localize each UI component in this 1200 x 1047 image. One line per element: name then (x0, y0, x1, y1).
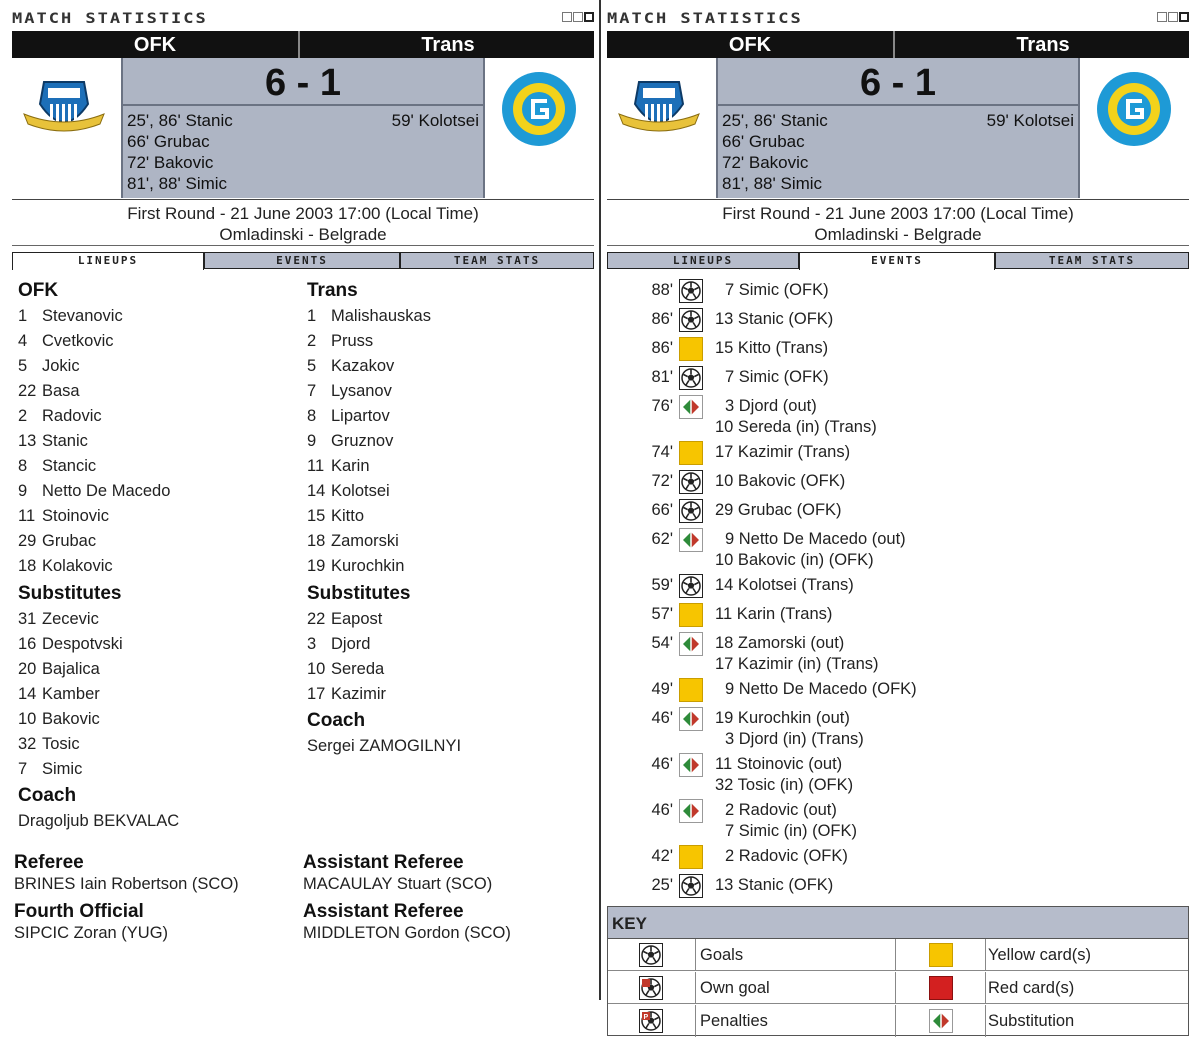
event-description: 3 Djord (out) (725, 397, 817, 415)
player-name: Stoinovic (42, 507, 109, 525)
svg-text:P: P (643, 1014, 649, 1021)
event-minute: 74' (651, 443, 673, 461)
player-row (18, 707, 123, 732)
away-subs-list (307, 607, 386, 707)
away-scorers (987, 110, 1074, 131)
player-name: Zamorski (331, 532, 399, 550)
home-scorer: 25', 86' Stanic (722, 111, 828, 130)
player-row (18, 657, 123, 682)
player-number: 9 (18, 482, 28, 500)
event-description: 13 Stanic (OFK) (715, 876, 834, 894)
tab-lineups[interactable]: LINEUPS (12, 252, 204, 270)
event-minute: 86' (651, 310, 673, 328)
minimize-button[interactable] (562, 12, 572, 22)
event-row (603, 752, 1023, 798)
home-coach-heading: Coach (18, 785, 77, 806)
key-penalties-label: Penalties (700, 1012, 768, 1030)
player-row (18, 757, 123, 782)
away-subs-heading: Substitutes (307, 583, 411, 604)
event-description-secondary: 10 Sereda (in) (Trans) (715, 418, 877, 436)
player-number: 31 (18, 610, 37, 628)
divider (607, 199, 1189, 200)
event-row (603, 336, 1023, 365)
player-number: 16 (18, 635, 37, 653)
event-minute: 49' (651, 680, 673, 698)
event-minute: 81' (651, 368, 673, 386)
player-row (307, 329, 431, 354)
player-number: 14 (307, 482, 326, 500)
player-name: Simic (42, 760, 83, 778)
event-row (603, 278, 1023, 307)
tab-events[interactable]: EVENTS (204, 252, 400, 269)
match-info (12, 203, 594, 245)
home-scorers (127, 110, 233, 194)
player-name: Tosic (42, 735, 80, 753)
player-name: Kolotsei (331, 482, 390, 500)
player-row (307, 379, 431, 404)
title-bar (607, 10, 1191, 30)
event-description: 14 Kolotsei (Trans) (715, 576, 854, 594)
player-row (307, 454, 431, 479)
home-scorer: 66' Grubac (127, 132, 210, 151)
home-scorer: 72' Bakovic (722, 153, 809, 172)
goal-icon (679, 874, 703, 898)
home-subs-heading: Substitutes (18, 583, 122, 604)
own-goal-icon (639, 976, 663, 1000)
match-info (607, 203, 1189, 245)
goal-icon (639, 943, 663, 967)
player-row (307, 529, 431, 554)
away-starters-list (307, 304, 431, 579)
fourth-official-label: Fourth Official (14, 901, 144, 922)
player-name: Despotvski (42, 635, 123, 653)
player-name: Stanic (42, 432, 88, 450)
event-row (603, 573, 1023, 602)
penalty-icon (639, 1009, 663, 1033)
player-number: 22 (18, 382, 37, 400)
player-number: 10 (18, 710, 37, 728)
event-minute: 25' (651, 876, 673, 894)
home-team-crest (22, 74, 106, 144)
event-minute: 66' (651, 501, 673, 519)
player-row (18, 554, 170, 579)
event-minute: 54' (651, 634, 673, 652)
substitution-icon (679, 528, 703, 552)
key-row (608, 972, 1188, 1004)
player-name: Lysanov (331, 382, 392, 400)
event-description: 11 Stoinovic (out) (715, 755, 843, 773)
event-row (603, 873, 1023, 902)
player-name: Pruss (331, 332, 374, 350)
event-minute: 57' (651, 605, 673, 623)
player-row (307, 607, 386, 632)
substitution-icon (679, 799, 703, 823)
player-name: Malishauskas (331, 307, 431, 325)
player-number: 7 (18, 760, 28, 778)
away-lineup-heading: Trans (307, 280, 358, 301)
event-row (603, 677, 1023, 706)
tab-bar (12, 252, 594, 269)
player-row (307, 354, 431, 379)
event-description-secondary: 17 Kazimir (in) (Trans) (715, 655, 879, 673)
player-name: Netto De Macedo (42, 482, 171, 500)
goal-icon (679, 470, 703, 494)
event-minute: 88' (651, 281, 673, 299)
match-round-date: First Round - 21 June 2003 17:00 (Local Time) (127, 204, 479, 223)
yellow-card-icon (679, 845, 703, 869)
red-card-icon (929, 976, 953, 1000)
player-name: Kurochkin (331, 557, 405, 575)
player-number: 2 (307, 332, 317, 350)
player-name: Kazimir (331, 685, 387, 703)
away-team-name: Trans (1016, 34, 1070, 56)
key-legend (607, 906, 1189, 1036)
event-row (603, 469, 1023, 498)
player-row (18, 354, 170, 379)
player-number: 10 (307, 660, 326, 678)
player-row (18, 732, 123, 757)
player-number: 3 (307, 635, 317, 653)
score-box (121, 58, 485, 198)
event-minute: 59' (651, 576, 673, 594)
away-coach-heading: Coach (307, 710, 366, 731)
home-scorer: 72' Bakovic (127, 153, 214, 172)
tab-lineups[interactable]: LINEUPS (607, 252, 799, 269)
yellow-card-icon (679, 337, 703, 361)
key-own-goal-label: Own goal (700, 979, 770, 997)
event-description: 2 Radovic (out) (725, 801, 837, 819)
home-lineup-heading: OFK (18, 280, 59, 301)
match-statistics-panel-events (603, 0, 1193, 1047)
player-name: Bajalica (42, 660, 100, 678)
player-number: 13 (18, 432, 37, 450)
player-name: Kitto (331, 507, 365, 525)
substitution-icon (679, 395, 703, 419)
player-row (307, 632, 386, 657)
player-number: 14 (18, 685, 37, 703)
assistant-referee-1 (303, 852, 492, 894)
player-number: 29 (18, 532, 37, 550)
event-description: 9 Netto De Macedo (OFK) (725, 680, 917, 698)
event-row (603, 631, 1023, 677)
player-number: 8 (18, 457, 28, 475)
score-box (716, 58, 1080, 198)
window-title: MATCH STATISTICS (12, 10, 208, 27)
goal-icon (679, 279, 703, 303)
player-name: Karin (331, 457, 370, 475)
away-team-name: Trans (421, 34, 475, 56)
player-number: 17 (307, 685, 326, 703)
player-row (18, 304, 170, 329)
tab-team-stats[interactable]: TEAM STATS (400, 252, 594, 269)
substitution-icon (679, 753, 703, 777)
team-header (607, 31, 1189, 58)
player-row (307, 429, 431, 454)
divider (12, 199, 594, 200)
player-row (307, 304, 431, 329)
key-yellow-label: Yellow card(s) (988, 946, 1092, 964)
event-row (603, 307, 1023, 336)
yellow-card-icon (929, 943, 953, 967)
player-row (18, 429, 170, 454)
player-name: Stancic (42, 457, 97, 475)
player-name: Kamber (42, 685, 100, 703)
divider (607, 245, 1189, 246)
event-minute: 46' (651, 755, 673, 773)
player-number: 1 (307, 307, 317, 325)
event-description: 11 Karin (Trans) (715, 605, 833, 623)
player-name: Eapost (331, 610, 383, 628)
event-row (603, 798, 1023, 844)
home-team-name: OFK (607, 31, 895, 58)
home-scorer: 25', 86' Stanic (127, 111, 233, 130)
event-description: 19 Kurochkin (out) (715, 709, 850, 727)
event-minute: 62' (651, 530, 673, 548)
player-row (307, 404, 431, 429)
event-row (603, 602, 1023, 631)
restore-button[interactable] (573, 12, 583, 22)
player-row (307, 682, 386, 707)
window-buttons (1156, 12, 1189, 30)
home-scorer: 66' Grubac (722, 132, 805, 151)
event-row (603, 394, 1023, 440)
assistant-referee-2-name: MIDDLETON Gordon (SCO) (303, 924, 511, 942)
away-scorers (392, 110, 479, 131)
substitution-icon (679, 707, 703, 731)
panel-divider (599, 0, 601, 1000)
player-number: 1 (18, 307, 28, 325)
player-number: 32 (18, 735, 37, 753)
event-row (603, 498, 1023, 527)
player-number: 18 (18, 557, 37, 575)
player-name: Djord (331, 635, 371, 653)
event-description: 7 Simic (OFK) (725, 368, 829, 386)
maximize-button[interactable] (584, 12, 594, 22)
fourth-official (14, 901, 168, 943)
player-row (307, 554, 431, 579)
fourth-official-name: SIPCIC Zoran (YUG) (14, 924, 169, 942)
score: 6 - 1 (123, 58, 483, 106)
yellow-card-icon (679, 678, 703, 702)
player-number: 19 (307, 557, 326, 575)
player-name: Lipartov (331, 407, 390, 425)
home-scorer: 81', 88' Simic (722, 174, 823, 193)
event-description: 7 Simic (OFK) (725, 281, 829, 299)
event-minute: 76' (651, 397, 673, 415)
key-row (608, 939, 1188, 971)
minimize-button[interactable] (1157, 12, 1167, 22)
goal-icon (679, 308, 703, 332)
yellow-card-icon (679, 603, 703, 627)
home-scorer: 81', 88' Simic (127, 174, 228, 193)
event-description-secondary: 3 Djord (in) (Trans) (725, 730, 864, 748)
player-number: 11 (307, 457, 325, 475)
event-description: 9 Netto De Macedo (out) (725, 530, 906, 548)
maximize-button[interactable] (1179, 12, 1189, 22)
away-scorer: 59' Kolotsei (986, 111, 1074, 130)
event-minute: 72' (651, 472, 673, 490)
player-row (18, 607, 123, 632)
player-row (18, 632, 123, 657)
key-goals-label: Goals (700, 946, 744, 964)
event-description-secondary: 10 Bakovic (in) (OFK) (715, 551, 874, 569)
event-minute: 86' (651, 339, 673, 357)
player-number: 5 (307, 357, 317, 375)
player-name: Stevanovic (42, 307, 123, 325)
window-title: MATCH STATISTICS (607, 10, 803, 27)
home-coach-name: Dragoljub BEKVALAC (18, 812, 180, 830)
title-bar (12, 10, 596, 30)
referee (14, 852, 239, 894)
home-subs-list (18, 607, 123, 782)
event-row (603, 844, 1023, 873)
referee-label: Referee (14, 852, 84, 873)
assistant-referee-2-label: Assistant Referee (303, 901, 464, 922)
goal-icon (679, 366, 703, 390)
away-team-crest (500, 70, 578, 148)
event-description: 2 Radovic (OFK) (725, 847, 848, 865)
event-row (603, 365, 1023, 394)
away-team-crest (1095, 70, 1173, 148)
player-name: Kazakov (331, 357, 395, 375)
event-description: 15 Kitto (Trans) (715, 339, 829, 357)
event-description: 18 Zamorski (out) (715, 634, 845, 652)
player-row (18, 504, 170, 529)
home-team-crest (617, 74, 701, 144)
match-round-date: First Round - 21 June 2003 17:00 (Local Time) (722, 204, 1074, 223)
assistant-referee-1-label: Assistant Referee (303, 852, 464, 873)
key-row (608, 1005, 1188, 1037)
event-minute: 42' (651, 847, 673, 865)
player-row (18, 479, 170, 504)
event-description: 10 Bakovic (OFK) (715, 472, 846, 490)
home-scorers (722, 110, 828, 194)
player-number: 11 (18, 507, 36, 525)
goal-icon (679, 574, 703, 598)
window-buttons (561, 12, 594, 30)
substitution-icon (679, 632, 703, 656)
event-description: 29 Grubac (OFK) (715, 501, 842, 519)
yellow-card-icon (679, 441, 703, 465)
player-row (18, 329, 170, 354)
player-row (307, 657, 386, 682)
player-name: Jokic (42, 357, 80, 375)
referee-name: BRINES Iain Robertson (SCO) (14, 875, 239, 893)
tab-events[interactable]: EVENTS (799, 252, 995, 270)
home-starters-list (18, 304, 170, 579)
player-name: Sereda (331, 660, 385, 678)
tab-bar (607, 252, 1189, 269)
player-number: 8 (307, 407, 317, 425)
match-statistics-panel-lineups (8, 0, 598, 1047)
event-description: 13 Stanic (OFK) (715, 310, 834, 328)
player-name: Grubac (42, 532, 97, 550)
player-name: Radovic (42, 407, 102, 425)
player-name: Zecevic (42, 610, 99, 628)
player-name: Gruznov (331, 432, 394, 450)
player-number: 4 (18, 332, 28, 350)
player-number: 18 (307, 532, 326, 550)
match-venue: Omladinski - Belgrade (219, 225, 387, 244)
tab-team-stats[interactable]: TEAM STATS (995, 252, 1189, 269)
player-number: 7 (307, 382, 317, 400)
event-description-secondary: 7 Simic (in) (OFK) (725, 822, 857, 840)
event-description-secondary: 32 Tosic (in) (OFK) (715, 776, 854, 794)
player-row (18, 529, 170, 554)
key-title: KEY (608, 907, 1188, 939)
event-row (603, 706, 1023, 752)
player-row (307, 479, 431, 504)
player-row (18, 454, 170, 479)
player-number: 20 (18, 660, 37, 678)
substitution-icon (929, 1009, 953, 1033)
key-substitution-label: Substitution (988, 1012, 1075, 1030)
player-row (18, 379, 170, 404)
player-name: Basa (42, 382, 80, 400)
player-name: Cvetkovic (42, 332, 114, 350)
team-header (12, 31, 594, 58)
event-minute: 46' (651, 801, 673, 819)
player-number: 2 (18, 407, 28, 425)
assistant-referee-1-name: MACAULAY Stuart (SCO) (303, 875, 493, 893)
goal-icon (679, 499, 703, 523)
player-number: 5 (18, 357, 28, 375)
away-coach-name: Sergei ZAMOGILNYI (307, 737, 462, 755)
restore-button[interactable] (1168, 12, 1178, 22)
event-description: 17 Kazimir (Trans) (715, 443, 851, 461)
key-red-label: Red card(s) (988, 979, 1075, 997)
player-row (18, 682, 123, 707)
home-team-name: OFK (12, 31, 300, 58)
event-minute: 46' (651, 709, 673, 727)
event-row (603, 440, 1023, 469)
player-row (307, 504, 431, 529)
player-number: 15 (307, 507, 326, 525)
away-scorer: 59' Kolotsei (391, 111, 479, 130)
assistant-referee-2 (303, 901, 511, 943)
divider (12, 245, 594, 246)
match-venue: Omladinski - Belgrade (814, 225, 982, 244)
player-number: 9 (307, 432, 317, 450)
player-name: Kolakovic (42, 557, 113, 575)
player-row (18, 404, 170, 429)
player-name: Bakovic (42, 710, 100, 728)
score: 6 - 1 (718, 58, 1078, 106)
player-number: 22 (307, 610, 326, 628)
event-row (603, 527, 1023, 573)
